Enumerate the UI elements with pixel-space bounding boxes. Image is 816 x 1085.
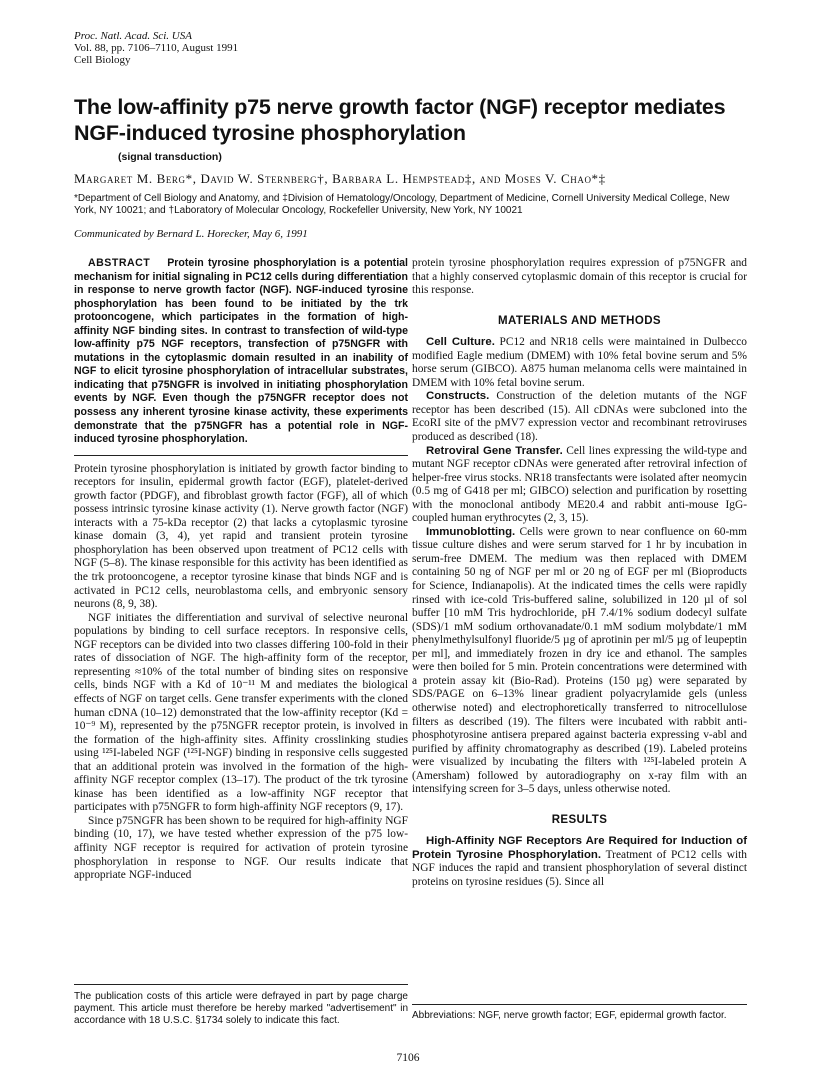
results-heading: RESULTS xyxy=(551,813,608,826)
methods-paragraph xyxy=(412,526,747,797)
intro-paragraph: Protein tyrosine phosphorylation is initiated by growth factor binding to receptors for insulin, epidermal growth factor (EGF), platelet-derived growth factor (PDGF), and fibroblast growth factor (FGF), all of which possess intrinsic tyrosine kinase activity (1). Nerve growth factor (NGF) interacts with a 75-kDa receptor (2) that lacks a cytoplasmic tyrosine kinase domain (3, 4), yet rapid and transient protein tyrosine phosphorylation has been observed upon treatment of PC12 cells with NGF (5–8). The kinase responsible for this activity has been identified as the trk protooncogene, a receptor tyrosine kinase that binds NGF and is activated in PC12 cells, neuroblastoma cells, and embryonic sensory neurons (8, 9, 38). xyxy=(74,462,408,611)
intro-paragraph: Since p75NGFR has been shown to be required for high-affinity NGF binding (10, 17), we have tested whether expression of the p75 low-affinity NGF receptor is required for activation of protein tyrosine phosphorylation in response to NGF. Our results indicate that appropriate NGF-induced xyxy=(74,814,408,882)
methods-paragraph xyxy=(412,390,747,444)
journal-header xyxy=(74,30,238,66)
runin-head: Cell Culture. xyxy=(426,336,495,349)
journal-section: Cell Biology xyxy=(74,54,131,66)
abstract-text: Protein tyrosine phosphorylation is a potential mechanism for initial signaling in PC12 cells during differentiation in response to nerve growth factor (NGF). NGF-induced tyrosine phosphorylation has been found to be initiated by the trk protooncogene, which participates in the formation of high-affinity NGF binding sites. In contrast to transfection of wild-type low-affinity p75 NGF receptors, transfection of p75NGFR with mutations in the cytoplasmic domain resulted in an inability of NGF to elicit tyrosine phosphorylation of intracellular substrates, indicating that p75NGFR is involved in initiating phosphorylation events by NGF. Even though the p75NGFR receptor does not possess any inherent tyrosine kinase activity, these experiments demonstrate that the p75NGFR has a potential role in NGF-induced tyrosine phosphorylation. xyxy=(74,257,408,446)
runin-head: Constructs. xyxy=(426,390,490,403)
methods-heading: MATERIALS AND METHODS xyxy=(497,314,661,327)
runin-head: Retroviral Gene Transfer. xyxy=(426,444,563,457)
results-paragraph xyxy=(412,835,747,889)
abstract-divider xyxy=(74,455,408,456)
left-column xyxy=(74,257,408,883)
methods-paragraph xyxy=(412,445,747,526)
right-column xyxy=(412,257,747,890)
affiliations: *Department of Cell Biology and Anatomy, and ‡Division of Hematology/Oncology, Department of Medicine, Cornell University Medical College, New York, NY 10021; and †Laboratory of Molecular Oncology, Rockefeller University, New York, NY 10021 xyxy=(74,193,730,216)
keywords: (signal transduction) xyxy=(118,151,222,163)
abbreviations-divider xyxy=(412,1004,747,1005)
methods-text: Construction of the deletion mutants of the NGF receptor has been described (15). All cDNAs were subcloned into the EcoRI site of the pMV7 expression vector and recombinant retroviruses produced as described (18). xyxy=(412,390,747,444)
results-text: Treatment of PC12 cells with NGF induces the rapid and transient phosphorylation of several distinct proteins on tyrosine residues (5). Since all xyxy=(412,848,747,888)
journal-volume: Vol. 88, pp. 7106–7110, August 1991 xyxy=(74,42,239,54)
communicated-by: Communicated by Bernard L. Horecker, May 6, 1991 xyxy=(74,228,308,240)
runin-head: Immunoblotting. xyxy=(426,525,516,538)
abbreviations-footnote: Abbreviations: NGF, nerve growth factor; EGF, epidermal growth factor. xyxy=(412,1010,727,1021)
page-number: 7106 xyxy=(396,1052,420,1064)
intro-continuation: protein tyrosine phosphorylation requires expression of p75NGFR and that a highly conserved cytoplasmic domain of this receptor is crucial for this response. xyxy=(412,257,747,297)
abstract-head: ABSTRACT xyxy=(88,257,151,269)
runin-head: High-Affinity NGF Receptors Are Required for Induction of Protein Tyrosine Phosphorylation. xyxy=(412,835,747,861)
methods-paragraph xyxy=(412,336,747,390)
intro-paragraph: NGF initiates the differentiation and survival of selective neuronal populations by binding to cell surface receptors. In responsive cells, NGF receptors can be divided into two classes differing 100-fold in their rates of dissociation of NGF. The high-affinity form of the receptor, representing ≈10% of the total number of binding sites on responsive cells, binds NGF with a Kd of 10⁻¹¹ M and mediates the biological effects of NGF on target cells. Gene transfer experiments with the cloned human cDNA (10–12) demonstrated that the low-affinity receptor (Kd = 10⁻⁹ M), represented by the p75NGFR receptor protein, is involved in the formation of the high-affinity sites. Affinity crosslinking studies using ¹²⁵I-labeled NGF (¹²⁵I-NGF) binding in responsive cells suggested that an additional protein was involved in the formation of the high-affinity NGF receptor complex (13–17). The product of the trk tyrosine kinase has been identified as a low-affinity NGF receptor that participates with p75NGFR to form high-affinity NGF receptors (9, 17). xyxy=(74,611,408,814)
publication-footnote: The publication costs of this article were defrayed in part by page charge payment. This article must therefore be hereby marked "advertisement" in accordance with 18 U.S.C. §1734 solely to indicate this fact. xyxy=(74,991,408,1026)
methods-text: Cell lines expressing the wild-type and mutant NGF receptor cDNAs were generated after retroviral infection of helper-free virus stocks. NR18 transfectants were isolated after neomycin (0.5 mg of G418 per ml; GIBCO) selection and purification by rosetting with the monoclonal antibody ME20.4 and rabbit anti-mouse IgG-coupled human erythrocytes (2, 3, 15). xyxy=(412,444,747,525)
methods-text: Cells were grown to near confluence on 60-mm tissue culture dishes and were serum starved for 1 hr by incubation in serum-free DMEM. The medium was then replaced with DMEM containing 50 ng of NGF per ml or 20 ng of EGF per ml (Bioproducts for Science, Indianapolis). At the indicated times the cells were rapidly rinsed with ice-cold Tris-buffered saline, solubilized in 120 µl of sol buffer [10 mM Tris hydrochloride, pH 7.4/1% sodium dodecyl sulfate (SDS)/1 mM sodium orthovanadate/0.1 mM sodium molybdate/1 mM phenylmethylsulfonyl fluoride/5 µg of aprotinin per ml/5 µg of leupeptin per ml], and immediately frozen in dry ice and ethanol. The samples were then boiled for 5 min. Protein concentrations were determined with a protein assay kit (Bio-Rad). Proteins (150 µg) were separated by SDS/PAGE on 6–13% linear gradient polyacrylamide gels (unless otherwise noted) and electrophoretically transferred to nitrocellulose filters as described (19). The filters were incubated with rabbit anti-phosphotyrosine antisera prepared against bacteria expressing v-abl and purified by affinity chromatography as described (19). Labeled proteins were visualized by incubating the filters with ¹²⁵I-labeled protein A (Amersham) followed by autoradiography on x-ray film with an intensifying screen for 3–5 days, unless otherwise noted. xyxy=(412,525,747,796)
journal-name: Proc. Natl. Acad. Sci. USA xyxy=(74,30,192,42)
methods-text: PC12 and NR18 cells were maintained in Dulbecco modified Eagle medium (DMEM) with 10% fetal bovine serum and 5% horse serum (GIBCO). A875 human melanoma cells were maintained in DMEM with 10% fetal bovine serum. xyxy=(412,336,747,389)
article-title: The low-affinity p75 nerve growth factor (NGF) receptor mediates NGF-induced tyrosine phosphorylation xyxy=(74,95,726,145)
authors: Margaret M. Berg*, David W. Sternberg†, Barbara L. Hempstead‡, and Moses V. Chao*‡ xyxy=(74,171,606,186)
abstract xyxy=(74,257,408,447)
footnote-divider xyxy=(74,984,408,985)
